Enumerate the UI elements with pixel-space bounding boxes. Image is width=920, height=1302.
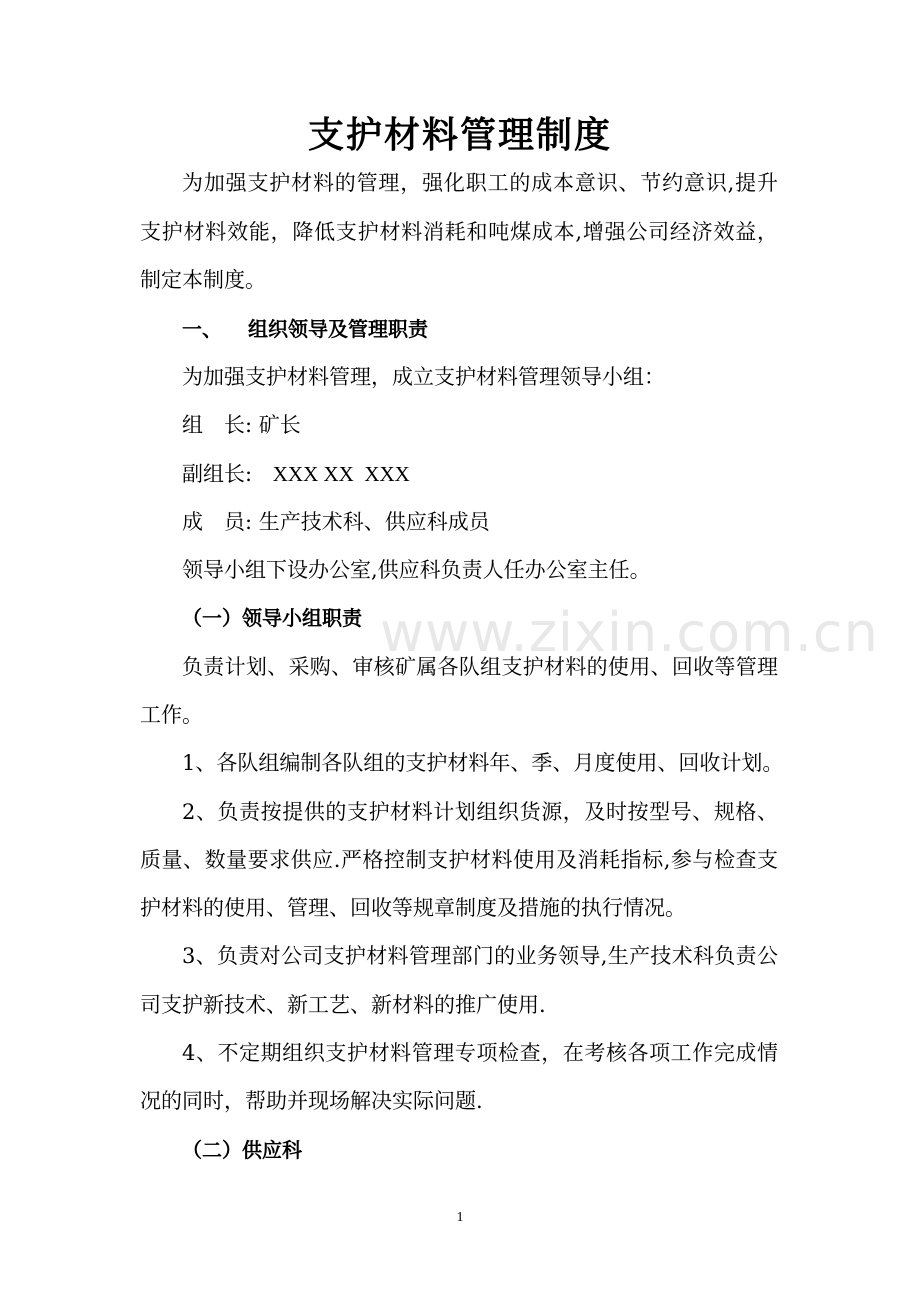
watermark: www.zixin.com.cn — [380, 601, 879, 664]
duty-item-3-line-2: 司支护新技术、新工艺、新材料的推广使用. — [140, 993, 546, 1017]
section-1-paragraph: 为加强支护材料管理，成立支护材料管理领导小组： — [182, 365, 665, 389]
duty-item-3-line-1: 3、负责对公司支护材料管理部门的业务领导,生产技术科负责公 — [182, 944, 778, 968]
subsection-1-para-line-1: 负责计划、采购、审核矿属各队组支护材料的使用、回收等管理 — [182, 655, 778, 679]
section-1-heading — [182, 314, 428, 344]
duty-item-2-line-1: 2、负责按提供的支护材料计划组织货源，及时按型号、规格、 — [182, 800, 778, 824]
leader-label: 组 长: — [182, 413, 253, 437]
intro-line-3: 制定本制度。 — [140, 268, 266, 292]
duty-item-1: 1、各队组编制各队组的支护材料年、季、月度使用、回收计划。 — [182, 751, 784, 775]
section-1-title: 组织领导及管理职责 — [248, 317, 428, 341]
duty-item-2-line-2: 质量、数量要求供应.严格控制支护材料使用及消耗指标,参与检查支 — [140, 848, 778, 872]
leader-row — [182, 410, 301, 440]
deputy-label: 副组长: — [182, 462, 253, 486]
section-1-number: 一、 — [182, 317, 222, 341]
duty-item-2-line-3: 护材料的使用、管理、回收等规章制度及措施的执行情况。 — [140, 896, 686, 920]
subsection-1-para-line-2: 工作。 — [140, 703, 203, 727]
duty-item-4-line-1: 4、不定期组织支护材料管理专项检查，在考核各项工作完成情 — [182, 1041, 778, 1065]
page-number: 1 — [456, 1210, 464, 1225]
leader-value: 矿长 — [258, 413, 301, 437]
subsection-2-heading: （二）供应科 — [182, 1138, 302, 1162]
members-label: 成 员: — [182, 510, 253, 534]
deputy-value: XXX XX XXX — [272, 462, 410, 486]
document-title: 支护材料管理制度 — [307, 115, 612, 156]
office-paragraph: 领导小组下设办公室,供应科负责人任办公室主任。 — [182, 558, 651, 582]
intro-line-1: 为加强支护材料的管理，强化职工的成本意识、节约意识,提升 — [182, 171, 778, 195]
deputy-row — [182, 459, 410, 489]
subsection-1-heading: （一）领导小组职责 — [182, 606, 362, 630]
intro-line-2: 支护材料效能，降低支护材料消耗和吨煤成本,增强公司经济效益， — [140, 220, 778, 244]
duty-item-4-line-2: 况的同时，帮助并现场解决实际问题. — [140, 1089, 483, 1113]
members-value: 生产技术科、供应科成员 — [258, 510, 490, 534]
members-row — [182, 507, 490, 537]
